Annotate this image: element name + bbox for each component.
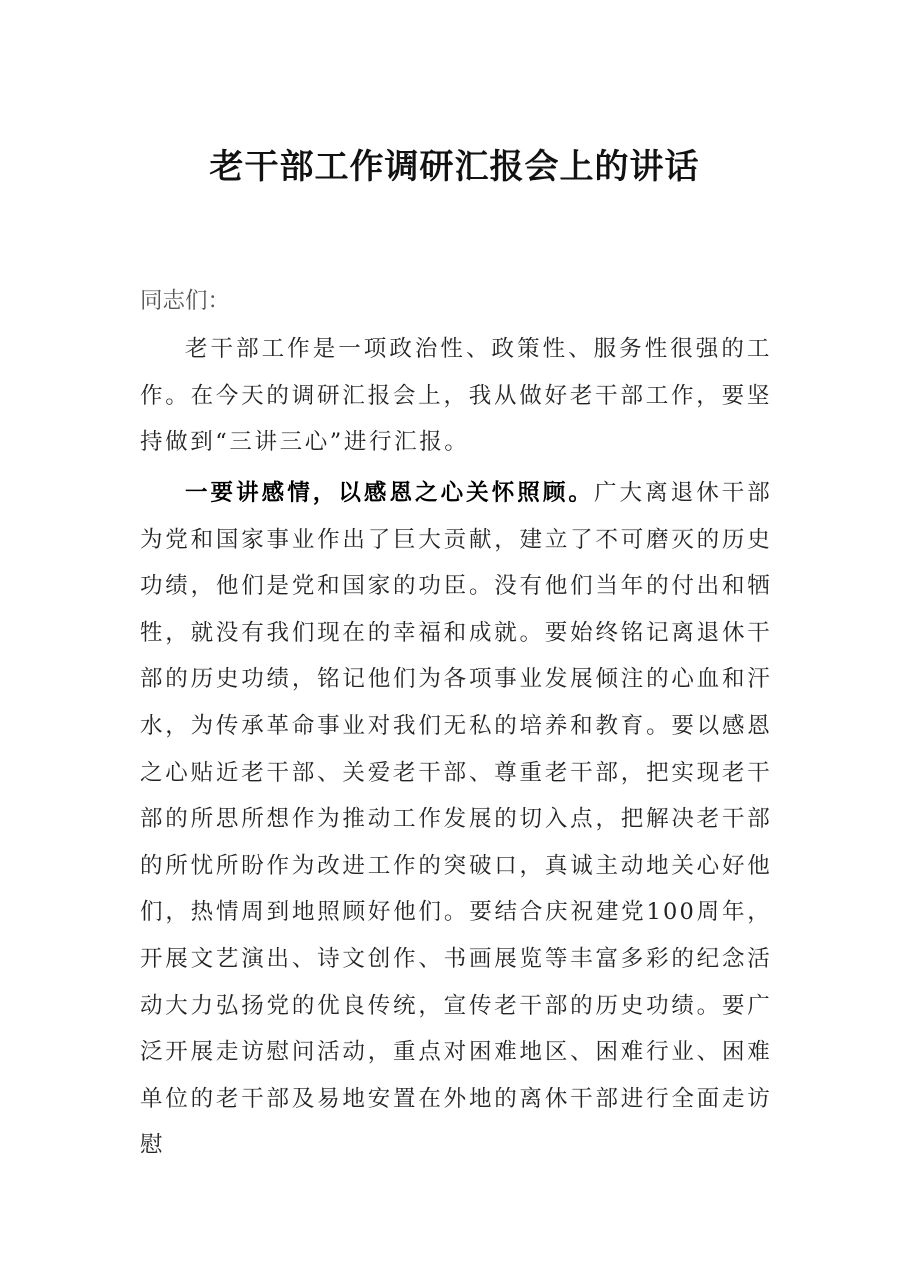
paragraph-point-one [140, 470, 772, 1169]
paragraph-intro-text: 老干部工作是一项政治性、政策性、服务性很强的工作。在今天的调研汇报会上，我从做好老干部工作，要坚持做到“三讲三心”进行汇报。 [140, 336, 772, 456]
paragraph-point-one-text: 广大离退休干部为党和国家事业作出了巨大贡献，建立了不可磨灭的历史功绩，他们是党和国家的功臣。没有他们当年的付出和牺牲，就没有我们现在的幸福和成就。要始终铭记离退休干部的历史功绩，铭记他们为各项事业发展倾注的心血和汗水，为传承革命事业对我们无私的培养和教育。要以感恩之心贴近老干部、关爱老干部、尊重老干部，把实现老干部的所思所想作为推动工作发展的切入点，把解决老干部的所忧所盼作为改进工作的突破口，真诚主动地关心好他们，热情周到地照顾好他们。要结合庆祝建党100周年，开展文艺演出、诗文创作、书画展览等丰富多彩的纪念活动大力弘扬党的优良传统，宣传老干部的历史功绩。要广泛开展走访慰问活动，重点对困难地区、困难行业、困难单位的老干部及易地安置在外地的离休干部进行全面走访慰 [140, 480, 773, 1159]
document-title: 老干部工作调研汇报会上的讲话 [209, 147, 700, 187]
paragraph-intro [140, 326, 772, 466]
paragraph-point-one-heading: 一要讲感情，以感恩之心关怀照顾。 [185, 480, 594, 506]
salutation: 同志们： [140, 288, 231, 314]
